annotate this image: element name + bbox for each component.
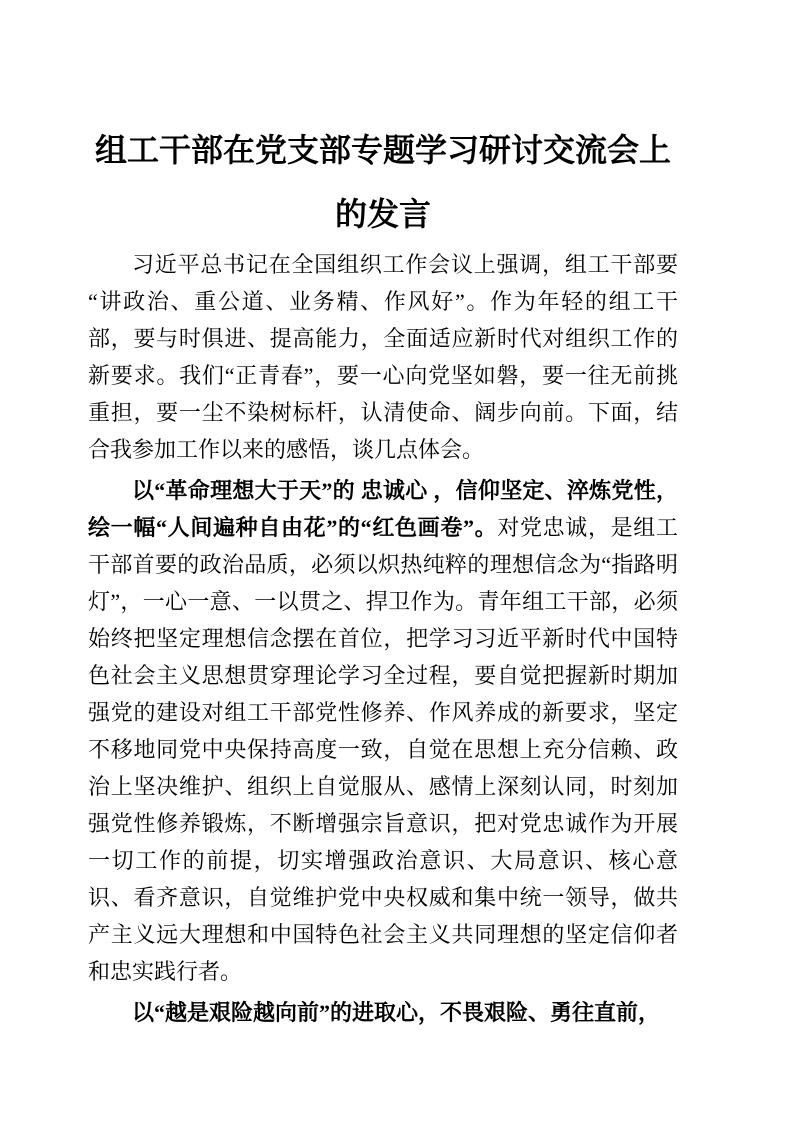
title-line-2: 的发言 — [334, 196, 431, 232]
paragraph-intro — [88, 246, 678, 468]
document-title — [88, 118, 678, 246]
title-line-1: 组工干部在党支部专题学习研讨交流会上 — [94, 132, 671, 168]
paragraph-enterprise — [88, 994, 678, 1031]
paragraph-bold-lead: 以“革命理想大于天”的 忠诚心 ，信仰坚定、淬炼党性，绘一幅“人间遍种自由花”的“红色画卷”。 — [88, 478, 678, 540]
paragraph-text: 对党忠诚，是组工干部首要的政治品质，必须以炽热纯粹的理想信念为“指路明灯”，一心一意、一以贯之、捍卫作为。青年组工干部，必须始终把坚定理想信念摆在首位，把学习习近平新时代中国特色社会主义思想贯穿理论学习全过程，要自觉把握新时期加强党的建设对组工干部党性修养、作风养成的新要求，坚定不移地同党中央保持高度一致，自觉在思想上充分信赖、政治上坚决维护、组织上自觉服从、感情上深刻认同，时刻加强党性修养锻炼，不断增强宗旨意识，把对党忠诚作为开展一切工作的前提，切实增强政治意识、大局意识、核心意识、看齐意识，自觉维护党中央权威和集中统一领导，做共产主义远大理想和中国特色社会主义共同理想的坚定信仰者和忠实践行者。 — [88, 515, 678, 984]
paragraph-bold-lead: 以“越是艰险越向前”的进取心，不畏艰险、勇往直前， — [132, 1000, 661, 1025]
paragraph-loyalty — [88, 472, 678, 990]
document-body — [88, 246, 678, 1031]
paragraph-text: 习近平总书记在全国组织工作会议上强调，组工干部要“讲政治、重公道、业务精、作风好”。作为年轻的组工干部，要与时俱进、提高能力，全面适应新时代对组织工作的新要求。我们“正青春”，要一心向党坚如磐，要一往无前挑重担，要一尘不染树标杆，认清使命、阔步向前。下面，结合我参加工作以来的感悟，谈几点体会。 — [88, 252, 678, 462]
